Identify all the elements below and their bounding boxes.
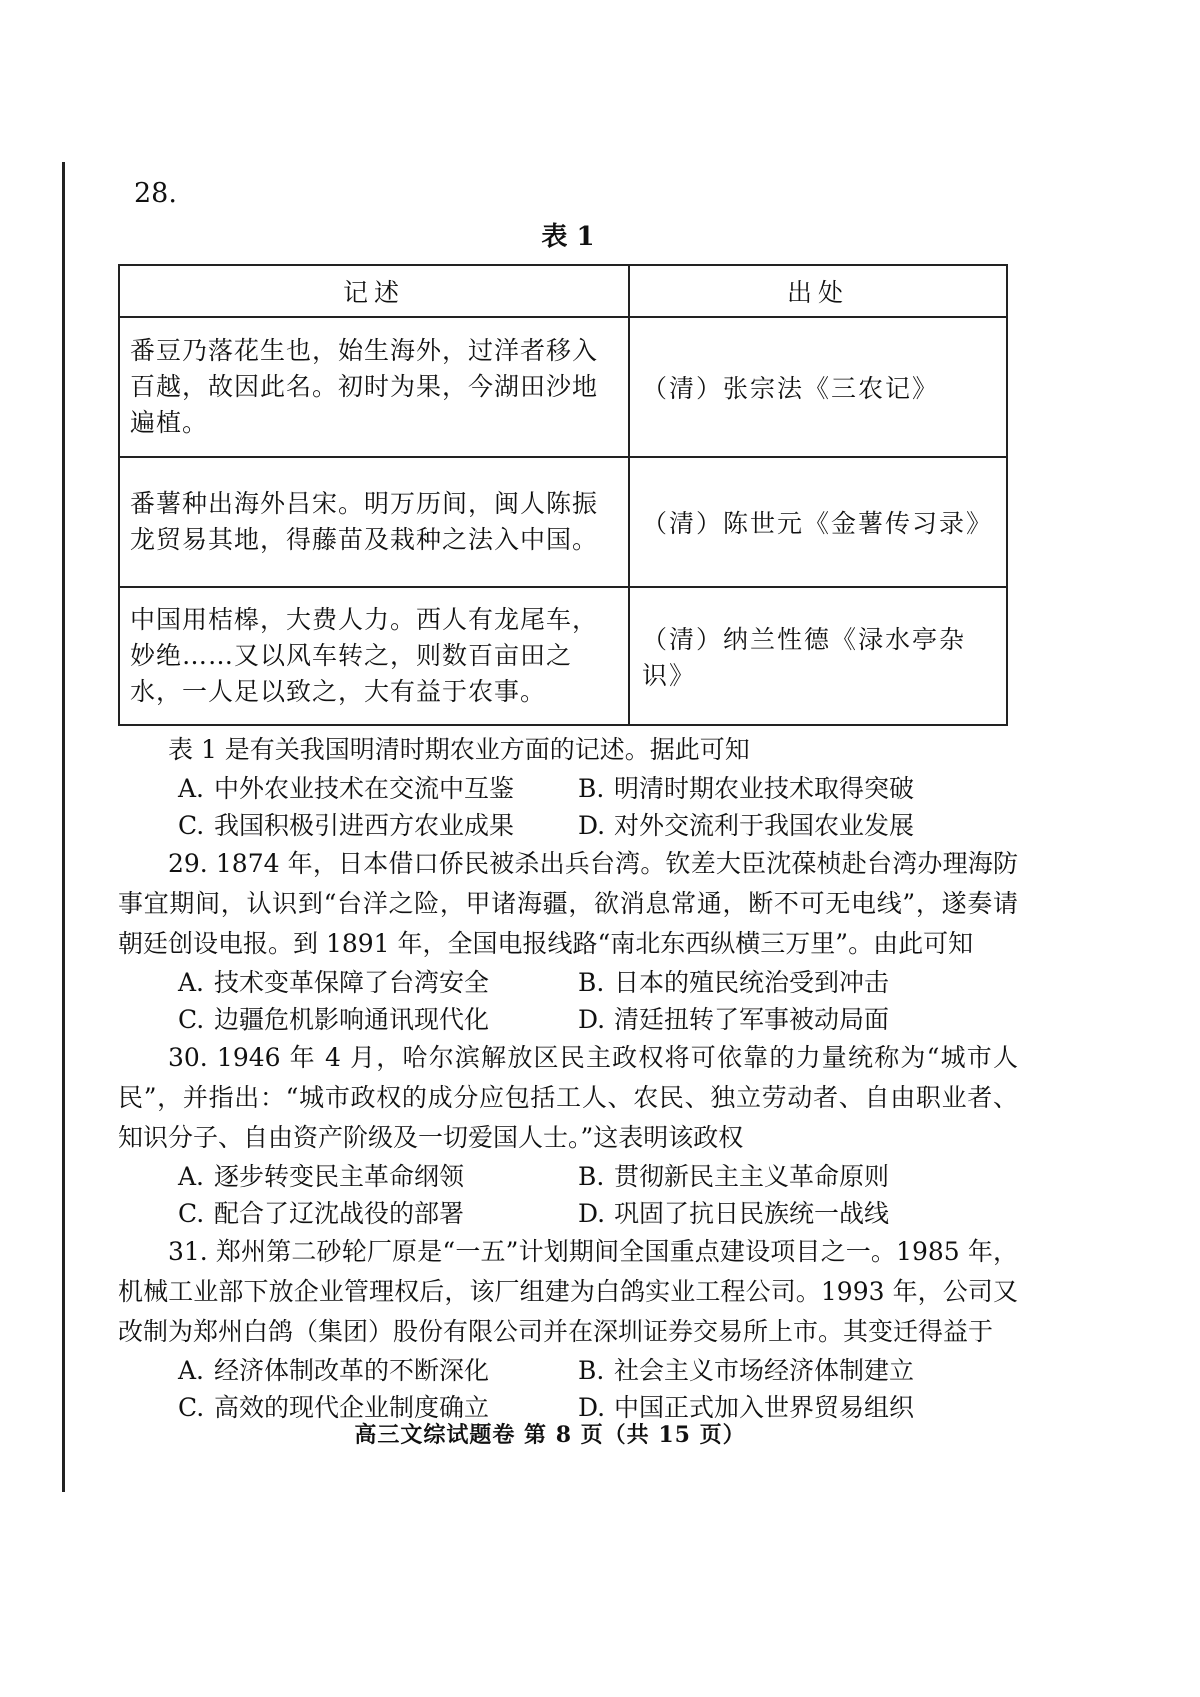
table-row bbox=[119, 587, 1007, 725]
option-letter: C. bbox=[178, 811, 205, 840]
option-b[interactable] bbox=[578, 1352, 1018, 1389]
option-letter: B. bbox=[578, 968, 605, 997]
option-text: 中国正式加入世界贸易组织 bbox=[614, 1393, 915, 1422]
table-header-row bbox=[119, 265, 1007, 317]
option-b[interactable] bbox=[578, 1158, 1018, 1195]
answer-options bbox=[178, 964, 1018, 1038]
option-text: 我国积极引进西方农业成果 bbox=[214, 811, 515, 840]
table-cell-description: 番薯种出海外吕宋。明万历间，闽人陈振龙贸易其地，得藤苗及栽种之法入中国。 bbox=[119, 457, 629, 587]
question-31 bbox=[118, 1232, 1018, 1426]
table-cell-source: （清）张宗法《三农记》 bbox=[629, 317, 1007, 457]
option-text: 明清时期农业技术取得突破 bbox=[614, 774, 915, 803]
option-text: 社会主义市场经济体制建立 bbox=[614, 1356, 915, 1385]
table-row bbox=[119, 457, 1007, 587]
question-29 bbox=[118, 844, 1018, 1038]
option-d[interactable] bbox=[578, 807, 1018, 844]
option-d[interactable] bbox=[578, 1001, 1018, 1038]
option-text: 边疆危机影响通讯现代化 bbox=[214, 1005, 490, 1034]
option-text: 逐步转变民主革命纲领 bbox=[214, 1162, 465, 1191]
table-header-description: 记述 bbox=[119, 265, 629, 317]
option-text: 经济体制改革的不断深化 bbox=[214, 1356, 490, 1385]
option-letter: D. bbox=[578, 1005, 606, 1034]
option-letter: A. bbox=[178, 774, 205, 803]
option-letter: C. bbox=[178, 1005, 205, 1034]
option-c[interactable] bbox=[178, 1195, 578, 1232]
answer-options bbox=[178, 1352, 1018, 1426]
table-header-source: 出处 bbox=[629, 265, 1007, 317]
option-letter: C. bbox=[178, 1199, 205, 1228]
answer-options bbox=[178, 1158, 1018, 1232]
option-text: 配合了辽沈战役的部署 bbox=[214, 1199, 465, 1228]
option-letter: A. bbox=[178, 1356, 205, 1385]
option-text: 巩固了抗日民族统一战线 bbox=[614, 1199, 890, 1228]
page-footer: 高三文综试题卷 第 8 页（共 15 页） bbox=[354, 1422, 746, 1448]
option-letter: A. bbox=[178, 1162, 205, 1191]
question-stem: 30. 1946 年 4 月，哈尔滨解放区民主政权将可依靠的力量统称为“城市人民”，并指出：“城市政权的成分应包括工人、农民、独立劳动者、自由职业者、知识分子、自由资产阶级及一切爱国人士。”这表明该政权 bbox=[118, 1043, 1018, 1152]
option-letter: B. bbox=[578, 1356, 605, 1385]
option-a[interactable] bbox=[178, 1352, 578, 1389]
table-row bbox=[119, 317, 1007, 457]
option-letter: D. bbox=[578, 1199, 606, 1228]
option-letter: B. bbox=[578, 1162, 605, 1191]
option-letter: C. bbox=[178, 1393, 205, 1422]
answer-options bbox=[178, 770, 1018, 844]
option-text: 中外农业技术在交流中互鉴 bbox=[214, 774, 515, 803]
question-stem: 31. 郑州第二砂轮厂原是“一五”计划期间全国重点建设项目之一。1985 年，机械工业部下放企业管理权后，该厂组建为白鸽实业工程公司。1993 年，公司又改制为郑州白鸽（集团）股份有限公司并在深圳证券交易所上市。其变迁得益于 bbox=[118, 1237, 1018, 1346]
option-text: 清廷扭转了军事被动局面 bbox=[614, 1005, 890, 1034]
table-caption: 表 1 bbox=[541, 222, 595, 252]
question-28 bbox=[118, 178, 1018, 844]
question-30 bbox=[118, 1038, 1018, 1232]
table-cell-description: 中国用桔槔，大费人力。西人有龙尾车，妙绝……又以风车转之，则数百亩田之水，一人足以致之，大有益于农事。 bbox=[119, 587, 629, 725]
option-letter: B. bbox=[578, 774, 605, 803]
option-b[interactable] bbox=[578, 964, 1018, 1001]
question-stem: 29. 1874 年，日本借口侨民被杀出兵台湾。钦差大臣沈葆桢赴台湾办理海防事宜期间，认识到“台洋之险，甲诸海疆，欲消息常通，断不可无电线”，遂奏请朝廷创设电报。到 1891 年，全国电报线路“南北东西纵横三万里”。由此可知 bbox=[118, 849, 1018, 958]
option-text: 对外交流利于我国农业发展 bbox=[614, 811, 915, 840]
option-text: 高效的现代企业制度确立 bbox=[214, 1393, 490, 1422]
exam-page bbox=[118, 178, 1018, 1426]
option-letter: A. bbox=[178, 968, 205, 997]
question-number: 28. bbox=[134, 178, 177, 209]
option-c[interactable] bbox=[178, 807, 578, 844]
option-text: 日本的殖民统治受到冲击 bbox=[614, 968, 890, 997]
option-c[interactable] bbox=[178, 1001, 578, 1038]
table-cell-source: （清）陈世元《金薯传习录》 bbox=[629, 457, 1007, 587]
option-d[interactable] bbox=[578, 1195, 1018, 1232]
option-text: 技术变革保障了台湾安全 bbox=[214, 968, 490, 997]
option-b[interactable] bbox=[578, 770, 1018, 807]
option-a[interactable] bbox=[178, 1158, 578, 1195]
option-letter: D. bbox=[578, 811, 606, 840]
table-cell-description: 番豆乃落花生也，始生海外，过洋者移入百越，故因此名。初时为果，今湖田沙地遍植。 bbox=[119, 317, 629, 457]
option-a[interactable] bbox=[178, 964, 578, 1001]
records-table bbox=[118, 264, 1008, 726]
option-letter: D. bbox=[578, 1393, 606, 1422]
option-text: 贯彻新民主主义革命原则 bbox=[614, 1162, 890, 1191]
table-cell-source: （清）纳兰性德《渌水亭杂识》 bbox=[629, 587, 1007, 725]
margin-rule bbox=[62, 162, 65, 1492]
option-a[interactable] bbox=[178, 770, 578, 807]
question-stem: 表 1 是有关我国明清时期农业方面的记述。据此可知 bbox=[168, 735, 750, 764]
